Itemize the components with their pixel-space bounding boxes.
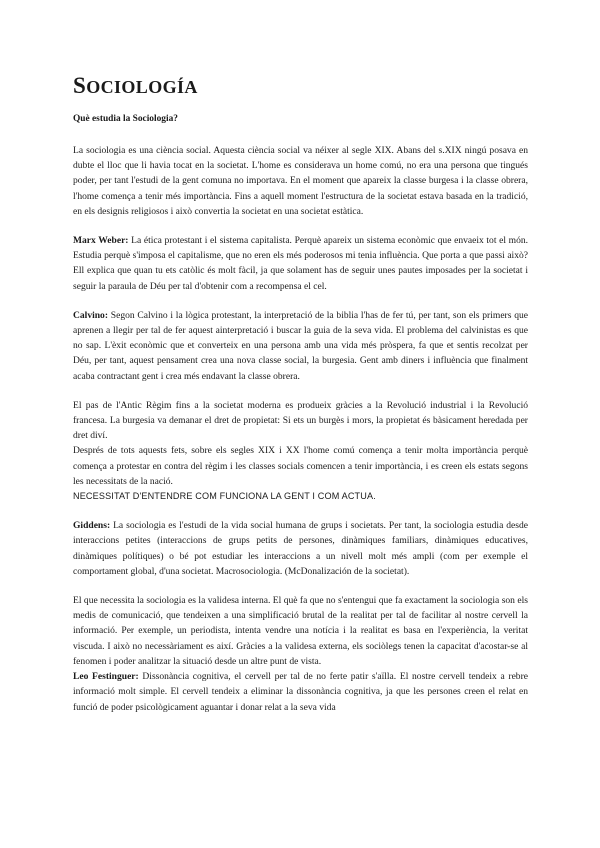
validesa-paragraph: El que necessita la sociologia es la validesa interna. El què fa que no s'entengui que fa exactament la sociologia son els medis de comunicació, que tendeixen a una simplificació brutal de la realitat per tal de facilitar al nostre cervell la informació. Per exemple, un periodista, intenta vendre una notícia i la realitat es basa en l'experiència, la veritat viscuda. I això no necessàriament es així. Gràcies a la validesa externa, els sociòlegs tenen la capacitat d'acostar-se al fenomen i poder analitzar la situació desde un altre punt de vista.	[73, 595, 528, 667]
giddens-text: La sociologia es l'estudi de la vida social humana de grups i societats. Per tant, la sociologia estudia desde interaccions petites (interaccions de grups petits de persones, dinàmiques familiars, dinàmiques educatives, dinàmiques polítiques) o bé pot estudiar les interaccions a un nivell molt més ampli (com per exemple el comportament global, d'una societat. Macrosociologia. (McDonalización de la societat).	[73, 520, 528, 577]
weber-paragraph	[73, 233, 528, 294]
festinger-paragraph	[73, 669, 528, 715]
calvino-paragraph	[73, 308, 528, 384]
necessitat-line: NECESSITAT D'ENTENDRE COM FUNCIONA LA GENT I COM ACTUA.	[73, 491, 376, 502]
giddens-paragraph	[73, 518, 528, 579]
giddens-label: Giddens:	[73, 520, 111, 532]
title-initial: S	[73, 73, 87, 98]
intro-paragraph: La sociologia es una ciència social. Aquesta ciència social va néixer al segle XIX. Abans del s.XIX ningú posava en dubte el lloc que li havia tocat en la societat. L'home es considerava un home comú, no era una persona que tingués poder, per tant l'estudi de la gent comuna no importava. En el moment que apareix la classe burgesa i la classe obrera, l'home comença a tenir més importància. Fins a aquell moment l'estructura de la societat estava basada en la tradició, en els designis religiosos i això convertia la societat en una societat estàtica.	[73, 145, 528, 217]
weber-text: La ética protestant i el sistema capitalista. Perquè apareix un sistema econòmic que envaeix tot el món. Estudia perquè s'imposa el capitalisme, que no eren els més poderosos mi tenia influència. Que porta a que passi això? Ell explica que quan tu ets catòlic és molt fàcil, ja que solament has de seguir unes pautes imposades per la societat i seguir la paraula de Déu per tal d'obtenir com a recompensa el cel.	[73, 235, 528, 292]
title-rest: OCIOLOGÍA	[86, 77, 198, 97]
section-heading: Què estudia la Sociologia?	[73, 114, 178, 124]
festinger-text: Dissonància cognitiva, el cervell per tal de no ferte patir s'aïlla. El nostre cervell tendeix a rebre informació molt simple. El cervell tendeix a eliminar la dissonància cognitiva, ja que les persones creen el relat en funció de poder psicològicament aguantar i donar relat a la seva vida	[73, 671, 528, 713]
festinger-label: Leo Festinguer:	[73, 671, 139, 683]
calvino-text: Segon Calvino i la lògica protestant, la interpretació de la biblia l'has de fer tú, per tant, son els primers que aprenen a llegir per tal de fer aquest ainterpretació i buscar la guia de la seva vida. El problema del calvinistas es que no sap. L'èxit econòmic que et converteix en una persona amb una vida més pròspera, fa que et sentis recolzat per Déu, per tant, aquest pensament crea una nova classe social, la burgesia. Gent amb diners i influència que finalment acaba contractant gent i crea més endavant la classe obrera.	[73, 309, 528, 382]
weber-label: Marx Weber:	[73, 235, 129, 247]
page-title	[73, 74, 528, 99]
regim-followup-paragraph: Després de tots aquests fets, sobre els segles XIX i XX l'home comú comença a tenir molta importància perquè comença a protestar en contra del règim i les classes socials comencen a tenir importància, i es creen els estats segons les necessitats de la nació.	[73, 445, 528, 487]
regim-paragraph: El pas de l'Antic Règim fins a la societat moderna es produeix gràcies a la Revolució industrial i la Revolució francesa. La burgesia va demanar el dret de propietat: Si ets un burgès i mors, la propietat és bàsicament heredada per dret diví.	[73, 399, 528, 442]
calvino-label: Calvino:	[73, 309, 109, 321]
